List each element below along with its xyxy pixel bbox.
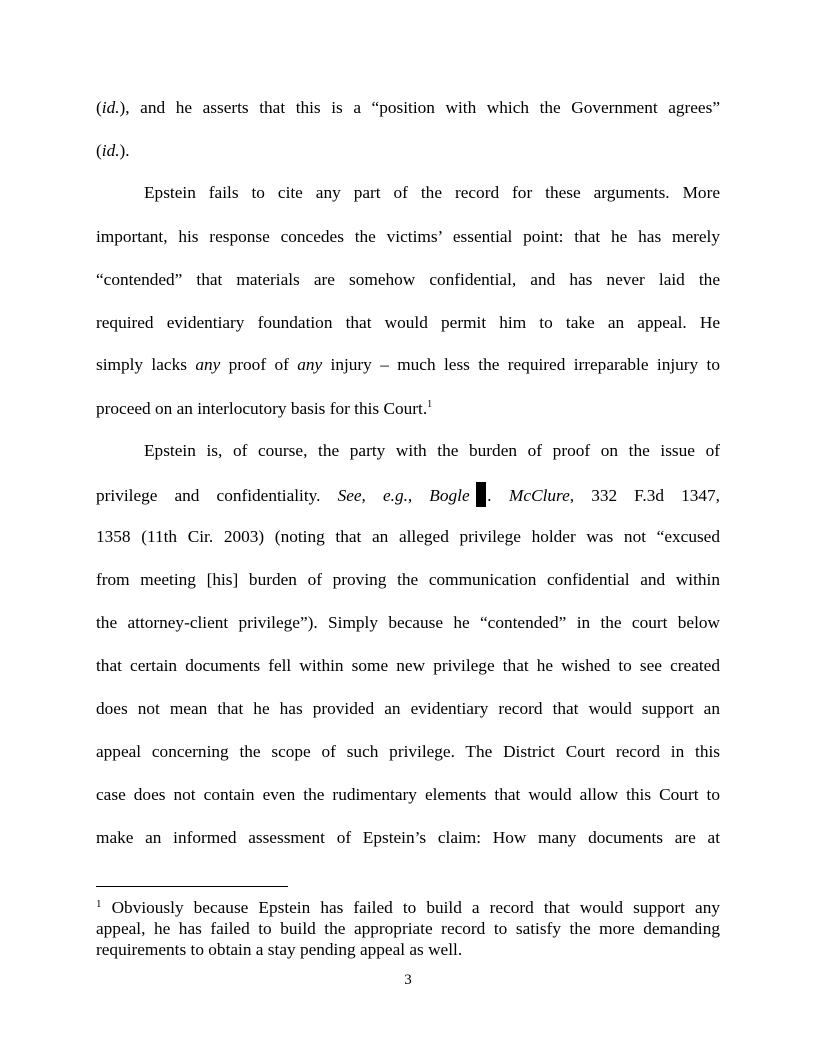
- emphasis: any: [297, 355, 323, 374]
- footnote-line-2: appeal, he has failed to build the appropriate record to satisfy the more demanding: [96, 919, 720, 938]
- body-line-18: make an informed assessment of Epstein’s claim: How many documents are at: [96, 828, 720, 847]
- body-text: ), and he asserts that this is a “position with which the Government agrees”: [119, 98, 720, 117]
- body-text: proof of: [220, 355, 298, 374]
- case-citation: . McClure: [487, 486, 570, 505]
- body-line-1: (id.), and he asserts that this is a “position with which the Government agrees”: [96, 98, 720, 117]
- case-citation: See, e.g., Bogle: [337, 486, 470, 505]
- id-citation: id.: [101, 141, 120, 160]
- body-line-3: Epstein fails to cite any part of the record for these arguments. More: [144, 183, 720, 202]
- body-line-7: [96, 353, 720, 377]
- body-line-2: (id.).: [96, 141, 130, 160]
- body-text: injury – much less the required irreparable injury to: [322, 355, 720, 374]
- body-line-13: the attorney-client privilege”). Simply because he “contended” in the court below: [96, 613, 720, 632]
- redaction-bar: [476, 482, 486, 507]
- body-line-14: that certain documents fell within some new privilege that he wished to see created: [96, 656, 720, 675]
- footnote-mark: 1: [96, 898, 102, 910]
- body-text: simply lacks: [96, 355, 196, 374]
- footnote-text: Obviously because Epstein has failed to build a record that would support any: [111, 898, 720, 917]
- body-line-17: case does not contain even the rudimentary elements that would allow this Court to: [96, 785, 720, 804]
- body-line-12: from meeting [his] burden of proving the communication confidential and within: [96, 570, 720, 589]
- body-line-4: important, his response concedes the victims’ essential point: that he has merely: [96, 227, 720, 246]
- footnote-line-1: [96, 897, 720, 918]
- body-line-6: required evidentiary foundation that would permit him to take an appeal. He: [96, 313, 720, 332]
- body-line-15: does not mean that he has provided an evidentiary record that would support an: [96, 699, 720, 718]
- emphasis: any: [195, 355, 221, 374]
- footnote-separator: [96, 886, 288, 887]
- footnote-line-3: requirements to obtain a stay pending appeal as well.: [96, 940, 463, 959]
- body-line-5: “contended” that materials are somehow confidential, and has never laid the: [96, 270, 720, 289]
- body-text: proceed on an interlocutory basis for this Court.: [96, 399, 428, 418]
- body-line-9: Epstein is, of course, the party with the burden of proof on the issue of: [144, 441, 720, 460]
- body-text: ).: [119, 141, 130, 160]
- id-citation: id.: [101, 98, 120, 117]
- body-line-8: [96, 397, 720, 421]
- body-line-11: 1358 (11th Cir. 2003) (noting that an alleged privilege holder was not “excused: [96, 527, 720, 546]
- body-line-16: appeal concerning the scope of such privilege. The District Court record in this: [96, 742, 720, 761]
- page-number: 3: [404, 972, 412, 988]
- body-line-10: [96, 482, 720, 508]
- body-text: , 332 F.3d 1347,: [569, 486, 720, 505]
- footnote-ref: 1: [427, 399, 433, 410]
- body-text: privilege and confidentiality.: [96, 486, 321, 505]
